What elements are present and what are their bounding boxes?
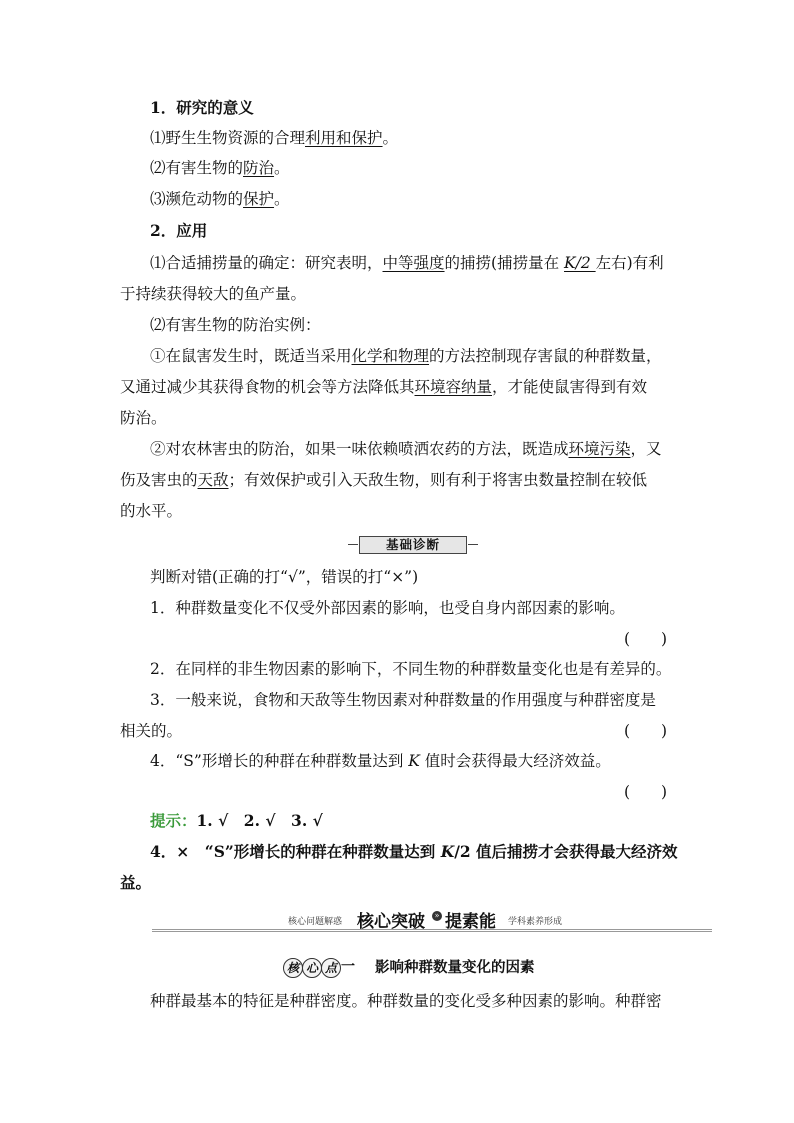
text: ⑵有害生物的 [150, 159, 244, 177]
text: 的方法控制现存害鼠的种群数量， [429, 347, 662, 365]
text: ⑶濒危动物的 [150, 190, 244, 208]
underlined-keyword: 环境容纳量 [414, 378, 493, 396]
text: 。 [274, 159, 290, 177]
application-p2: ⑵有害生物的防治实例： [150, 316, 321, 334]
question-4 [150, 750, 611, 772]
key-point-title: 影响种群数量变化的因素 [375, 960, 535, 976]
underlined-keyword: 防治 [243, 159, 275, 177]
answer-4-line1 [150, 841, 678, 863]
significance-item-3 [150, 188, 290, 210]
text: 4．× “S”形增长的种群在种群数量达到 [150, 842, 441, 861]
section-header-banner [152, 906, 712, 934]
application-p4-line1 [150, 438, 662, 460]
hint-label: 提示： [150, 811, 197, 830]
text: 值时会获得最大经济效益。 [419, 752, 611, 770]
hint-answers: 1. √ 2. √ 3. √ [196, 811, 323, 830]
key-point-number: 一 [341, 959, 355, 975]
text: ⑴合适捕捞量的确定：研究表明， [150, 254, 383, 272]
text: 的捕捞(捕捞量在 [444, 254, 565, 272]
variable-k: K [440, 842, 455, 861]
text: /2 值后捕捞才会获得最大经济效 [454, 842, 678, 861]
application-p1-line2: 于持续获得较大的鱼产量。 [120, 285, 307, 303]
application-p4-line3: 的水平。 [120, 502, 183, 520]
text: 左右)有利 [595, 254, 664, 272]
text: 伤及害虫的 [120, 471, 198, 489]
key-point-char-2: 心 [302, 958, 322, 978]
answer-paren-4[interactable]: ( ) [624, 783, 668, 801]
header-right-caption: 学科素养形成 [508, 917, 563, 927]
key-point-label [283, 958, 355, 978]
double-arrow-icon: » [432, 911, 442, 921]
underlined-keyword: 利用和保护 [305, 129, 383, 147]
question-3-line2: 相关的。 [120, 722, 183, 740]
text: 4．“S”形增长的种群在种群数量达到 [150, 752, 409, 770]
application-p4-line2 [120, 469, 647, 491]
underlined-keyword: K/2 [564, 254, 596, 272]
header-title-core: 核心突破 [357, 912, 425, 932]
variable-k: K [408, 752, 420, 770]
application-p3-line1 [150, 345, 662, 367]
question-1: 1．种群数量变化不仅受外部因素的影响，也受自身内部因素的影响。 [150, 599, 625, 617]
header-title-improve: 提素能 [445, 912, 496, 932]
text: ，又 [630, 440, 662, 458]
underlined-keyword: 保护 [243, 190, 275, 208]
key-point-char-1: 核 [283, 958, 303, 978]
answer-paren-1[interactable]: ( ) [624, 630, 668, 648]
significance-item-1 [150, 127, 398, 149]
text: 。 [382, 129, 399, 147]
text: ；有效保护或引入天敌生物，则有利于将害虫数量控制在较低 [228, 471, 648, 489]
section-heading-significance: 1．研究的意义 [150, 98, 254, 117]
underlined-keyword: 环境污染 [568, 440, 631, 458]
underlined-keyword: 中等强度 [382, 254, 445, 272]
header-left-caption: 核心问题解惑 [288, 917, 343, 927]
text: ①在鼠害发生时，既适当采用 [150, 347, 352, 365]
application-p3-line2 [120, 376, 647, 398]
question-2: 2．在同样的非生物因素的影响下，不同生物的种群数量变化也是有差异的。 [150, 660, 672, 678]
text: 又通过减少其获得食物的机会等方法降低其 [120, 378, 415, 396]
closing-paragraph-line: 种群最基本的特征是种群密度。种群数量的变化受多种因素的影响。种群密 [150, 992, 662, 1010]
text: 。 [274, 190, 290, 208]
underlined-keyword: 化学和物理 [351, 347, 430, 365]
header-divider [152, 929, 712, 932]
answer-paren-3[interactable]: ( ) [624, 722, 668, 740]
application-p3-line3: 防治。 [120, 409, 167, 427]
text: ②对农林害虫的防治，如果一味依赖喷洒农药的方法，既造成 [150, 440, 569, 458]
significance-item-2 [150, 157, 290, 179]
key-point-char-3: 点 [321, 958, 341, 978]
diagnosis-instruction: 判断对错(正确的打“√”，错误的打“×”) [150, 568, 419, 586]
application-p1-line1 [150, 252, 664, 274]
question-3-line1: 3．一般来说，食物和天敌等生物因素对种群数量的作用强度与种群密度是 [150, 691, 656, 709]
hint-line [150, 810, 323, 832]
text: ，才能使鼠害得到有效 [492, 378, 648, 396]
section-heading-application: 2．应用 [150, 221, 208, 240]
underlined-keyword: 天敌 [197, 471, 229, 489]
text: ⑴野生生物资源的合理 [150, 129, 306, 147]
diagnosis-badge: 基础诊断 [359, 536, 467, 554]
answer-4-line2: 益。 [120, 873, 152, 892]
